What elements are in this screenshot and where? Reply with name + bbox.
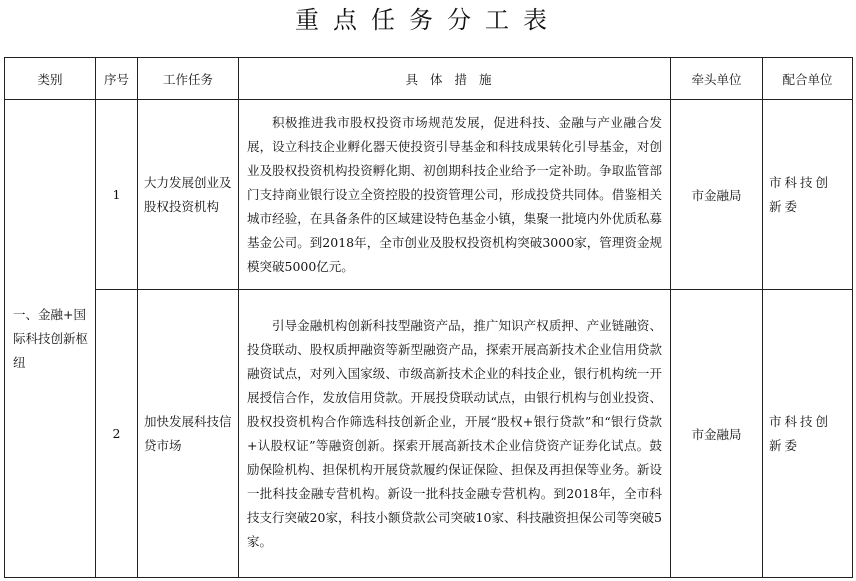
header-measures: 具体措施 bbox=[239, 58, 671, 100]
table-row bbox=[5, 290, 853, 578]
header-lead: 牵头单位 bbox=[671, 58, 763, 100]
row-number: 2 bbox=[96, 290, 138, 578]
lead-unit: 市金融局 bbox=[671, 100, 763, 290]
table-row bbox=[5, 100, 853, 290]
row-number: 1 bbox=[96, 100, 138, 290]
lead-unit: 市金融局 bbox=[671, 290, 763, 578]
header-category: 类别 bbox=[5, 58, 96, 100]
cooperate-unit: 市科技创新委 bbox=[763, 290, 853, 578]
task-name: 加快发展科技信贷市场 bbox=[138, 290, 239, 578]
task-name: 大力发展创业及股权投资机构 bbox=[138, 100, 239, 290]
cooperate-unit: 市科技创新委 bbox=[763, 100, 853, 290]
measures-text: 积极推进我市股权投资市场规范发展，促进科技、金融与产业融合发展，设立科技企业孵化器天使投资引导基金和科技成果转化引导基金，对创业及股权投资机构投资孵化期、初创期科技企业给予一定补助。争取监管部门支持商业银行设立全资控股的投资管理公司，形成投贷共同体。借鉴相关城市经验，在具备条件的区域建设特色基金小镇，集聚一批境内外优质私募基金公司。到2018年，全市创业及股权投资机构突破3000家，管理资金规模突破5000亿元。 bbox=[239, 100, 671, 290]
category-cell: 一、金融+国际科技创新枢纽 bbox=[5, 100, 96, 578]
header-number: 序号 bbox=[96, 58, 138, 100]
header-task: 工作任务 bbox=[138, 58, 239, 100]
header-cooperate: 配合单位 bbox=[763, 58, 853, 100]
measures-text: 引导金融机构创新科技型融资产品，推广知识产权质押、产业链融资、投贷联动、股权质押融资等新型融资产品，探索开展高新技术企业信用贷款融资试点，对列入国家级、市级高新技术企业的科技企业，银行机构统一开展授信合作，发放信用贷款。开展投贷联动试点，由银行机构与创业投资、股权投资机构合作筛选科技创新企业，开展“股权+银行贷款”和“银行贷款+认股权证”等融资创新。探索开展高新技术企业信贷资产证券化试点。鼓励保险机构、担保机构开展贷款履约保证保险、担保及再担保等业务。新设一批科技金融专营机构。新设一批科技金融专营机构。到2018年，全市科技支行突破20家，科技小额贷款公司突破10家、科技融资担保公司等突破5家。 bbox=[239, 290, 671, 578]
table-header-row bbox=[5, 58, 853, 100]
task-table bbox=[4, 57, 853, 578]
page-title: 重点任务分工表 bbox=[295, 6, 561, 34]
